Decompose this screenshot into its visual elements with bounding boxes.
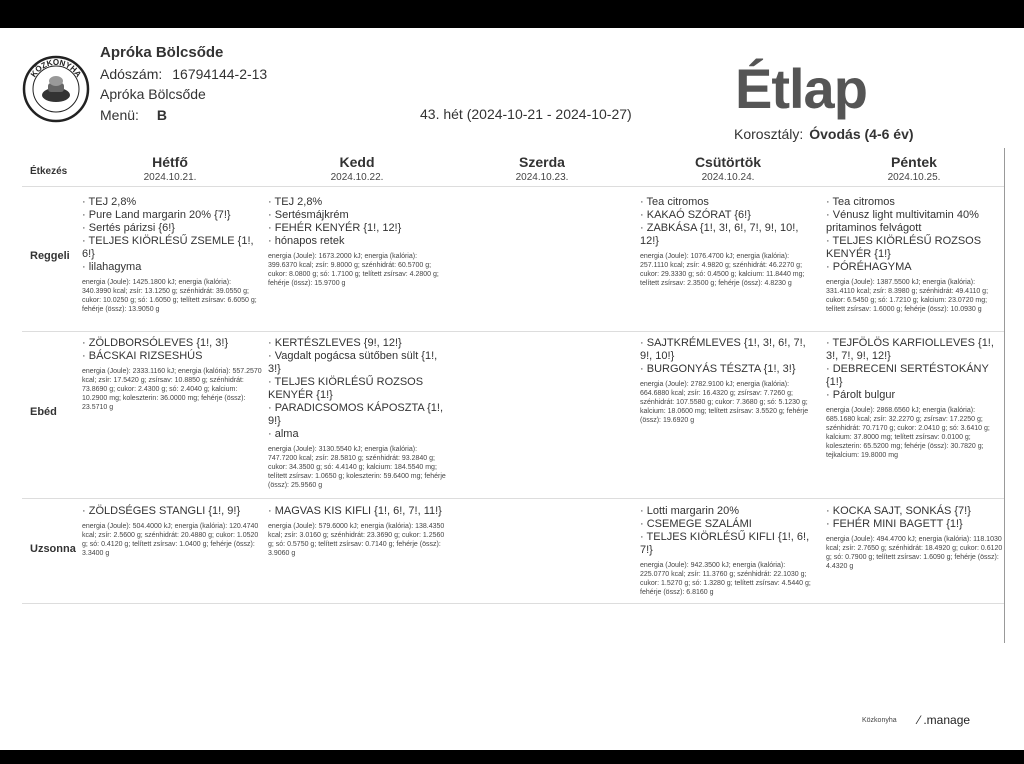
menu-item: · PÓRÉHAGYMA [826, 261, 1004, 274]
right-border [1004, 148, 1005, 643]
day-date: 2024.10.21. [143, 172, 197, 183]
menu-item: · KERTÉSZLEVES {9!, 12!} [268, 337, 448, 350]
menu-item: · Pure Land margarin 20% {7!} [82, 209, 262, 222]
svg-text:KÖZKONYHA: KÖZKONYHA [28, 58, 84, 79]
menu-item: · alma [268, 428, 448, 441]
menu-item: · TELJES KIÖRLÉSŰ KIFLI {1!, 6!, 7!} [640, 531, 812, 557]
day-date: 2024.10.22. [330, 172, 384, 183]
menu-item: · TEJ 2,8% [268, 196, 448, 209]
menu-item: · KOCKA SAJT, SONKÁS {7!} [826, 505, 1004, 518]
org-subname: Apróka Bölcsőde [100, 86, 206, 102]
menu-item: · Vagdalt pogácsa sütőben sült {1!, 3!} [268, 350, 448, 376]
tax-label: Adószám: [100, 66, 163, 82]
nutrition-info: energia (Joule): 2782.9100 kJ; energia (kalória): 664.6880 kcal; zsír: 16.4320 g; zsírsav: 7.7260 g; szénhidrát: 107.5580 g; cukor: 7.3680 g; só: 5.1230 g; kalcium: 18.0600 mg; telített zsírsav: 3.5520 g; fehérje (össz): 19.6920 g [640, 381, 809, 424]
week-range: 43. hét (2024-10-21 - 2024-10-27) [420, 106, 632, 122]
menu-item: · lilahagyma [82, 261, 262, 274]
menu-item: · ZÖLDSÉGES STANGLI {1!, 9!} [82, 505, 262, 518]
day-header-fri [839, 154, 989, 183]
meal-label-uzsonna: Uzsonna [30, 543, 76, 555]
menu-item: · ZÖLDBORSÓLEVES {1!, 3!} [82, 337, 262, 350]
footer-brand-logo: ⁄ .manage [918, 713, 971, 727]
menu-page [0, 28, 1024, 750]
day-name: Hétfő [152, 154, 188, 170]
menu-item: · KAKAÓ SZÓRAT {6!} [640, 209, 812, 222]
cell-ebed-tue [268, 337, 448, 490]
day-name: Kedd [339, 154, 375, 170]
divider [22, 603, 1004, 604]
menu-item: · Tea citromos [826, 196, 1004, 209]
menu-item: · Párolt bulgur [826, 389, 1004, 402]
menu-item: · TELJES KIÖRLÉSŰ ROZSOS KENYÉR {1!} [826, 235, 1004, 261]
nutrition-info: energia (Joule): 1673.2000 kJ; energia (kalória): 399.6370 kcal; zsír: 9.8000 g; szénhidrát: 60.5700 g; cukor: 8.0800 g; só: 1.7100 g; telített zsírsav: 4.2800 g; fehérje (össz): 15.9700 g [268, 253, 439, 287]
menu-item: · BÁCSKAI RIZSESHÚS [82, 350, 262, 363]
org-name: Apróka Bölcsőde [100, 44, 224, 61]
kozkonyha-logo-icon [22, 55, 90, 123]
menu-item: · FEHÉR KENYÉR {1!, 12!} [268, 222, 448, 235]
menu-item: · Sertésmájkrém [268, 209, 448, 222]
menu-item: · FEHÉR MINI BAGETT {1!} [826, 518, 1004, 531]
menu-item: · Tea citromos [640, 196, 812, 209]
tax-value: 16794144-2-13 [172, 66, 268, 82]
menu-label: Menü: [100, 107, 139, 123]
day-name: Szerda [519, 154, 565, 170]
meal-label-ebed: Ebéd [30, 406, 57, 418]
menu-item: · Vénusz light multivitamin 40% pritaminos felvágott [826, 209, 1004, 235]
divider [22, 331, 1004, 332]
footer-kozkonyha: Közkonyha [862, 717, 897, 724]
menu-item: · TELJES KIÖRLÉSŰ ROZSOS KENYÉR {1!} [268, 376, 448, 402]
nutrition-info: energia (Joule): 3130.5540 kJ; energia (kalória): 747.7200 kcal; zsír: 28.5810 g; szénhidrát: 93.2840 g; cukor: 34.3500 g; só: 4.4140 g; kalcium: 184.5540 mg; telített zsírsav: 1.0650 g; koleszterin: 59.6400 mg; fehérje (össz): 25.9560 g [268, 446, 446, 489]
cell-reggeli-mon [82, 196, 262, 314]
nutrition-info: energia (Joule): 942.3500 kJ; energia (kalória): 225.0770 kcal; zsír: 11.3760 g; szénhidrát: 22.1030 g; cukor: 1.5270 g; só: 1.3280 g; telített zsírsav: 4.5440 g; fehérje (össz): 6.8160 g [640, 562, 811, 596]
menu-item: · hónapos retek [268, 235, 448, 248]
menu-item: · TEJ 2,8% [82, 196, 262, 209]
day-date: 2024.10.25. [887, 172, 941, 183]
meal-column-header: Étkezés [30, 166, 68, 177]
age-label: Korosztály: [734, 126, 804, 142]
menu-value: B [156, 107, 168, 123]
cell-uzsonna-mon [82, 505, 262, 558]
meal-label-reggeli: Reggeli [30, 250, 70, 262]
cell-reggeli-thu [640, 196, 812, 288]
nutrition-info: energia (Joule): 2868.6560 kJ; energia (kalória): 685.1680 kcal; zsír: 32.2270 g; zsírsav: 17.2250 g; szénhidrát: 70.7170 g; cukor: 2.0410 g; só: 3.6410 g; kalcium: 37.8000 mg; telített zsírsav: 0.0100 g; koleszterin: 65.5200 mg; fehérje (össz): 30.7820 g; tejkalcium: 19.8000 mg [826, 407, 990, 459]
nutrition-info: energia (Joule): 2333.1160 kJ; energia (kalória): 557.2570 kcal; zsír: 17.5420 g; zsírsav: 10.8850 g; szénhidrát: 73.8690 g; cukor: 2.4300 g; só: 2.4040 g; kalcium: 10.2900 mg; koleszterin: 36.0000 mg; fehérje (össz): 23.5710 g [82, 368, 262, 411]
cell-ebed-thu [640, 337, 812, 425]
menu-item: · PARADICSOMOS KÁPOSZTA {1!, 9!} [268, 402, 448, 428]
menu-item: · CSEMEGE SZALÁMI [640, 518, 812, 531]
nutrition-info: energia (Joule): 1076.4700 kJ; energia (kalória): 257.1110 kcal; zsír: 4.9820 g; szénhidrát: 46.2270 g; cukor: 29.3330 g; só: 0.4500 g; kalcium: 11.8440 mg; telített zsírsav: 2.3500 g; fehérje (össz): 4.8230 g [640, 253, 805, 287]
day-header-tue [282, 154, 432, 183]
day-header-wed [467, 154, 617, 183]
cell-ebed-mon [82, 337, 262, 412]
menu-item: · Sertés párizsi {6!} [82, 222, 262, 235]
page-title: Étlap [735, 57, 867, 120]
day-date: 2024.10.24. [701, 172, 755, 183]
age-group [734, 126, 914, 142]
cell-uzsonna-fri [826, 505, 1004, 571]
menu-item: · MAGVAS KIS KIFLI {1!, 6!, 7!, 11!} [268, 505, 448, 518]
divider [22, 186, 1004, 187]
menu-variant [100, 107, 167, 123]
day-name: Csütörtök [694, 154, 762, 170]
day-date: 2024.10.23. [515, 172, 569, 183]
day-header-mon [95, 154, 245, 183]
divider [22, 498, 1004, 499]
cell-ebed-fri [826, 337, 1004, 460]
cell-reggeli-fri [826, 196, 1004, 314]
cell-uzsonna-tue [268, 505, 448, 558]
menu-item: · DEBRECENI SERTÉSTOKÁNY {1!} [826, 363, 1004, 389]
cell-uzsonna-thu [640, 505, 812, 597]
tax-number [100, 66, 267, 82]
nutrition-info: energia (Joule): 494.4700 kJ; energia (kalória): 118.1030 kcal; zsír: 2.7650 g; szénhidrát: 18.4920 g; cukor: 0.6120 g; só: 0.7900 g; telített zsírsav: 1.6090 g; fehérje (össz): 4.4320 g [826, 536, 1003, 570]
menu-item: · SAJTKRÉMLEVES {1!, 3!, 6!, 7!, 9!, 10!} [640, 337, 812, 363]
menu-item: · TEJFÖLÖS KARFIOLLEVES {1!, 3!, 7!, 9!, 12!} [826, 337, 1004, 363]
age-value: Óvodás (4-6 év) [809, 126, 914, 142]
nutrition-info: energia (Joule): 579.6000 kJ; energia (kalória): 138.4350 kcal; zsír: 3.0160 g; szénhidrát: 23.3690 g; cukor: 1.2560 g; só: 0.5750 g; telített zsírsav: 0.7140 g; fehérje (össz): 3.9060 g [268, 523, 445, 557]
menu-item: · Lotti margarin 20% [640, 505, 812, 518]
nutrition-info: energia (Joule): 1387.5500 kJ; energia (kalória): 331.4110 kcal; zsír: 8.3980 g; szénhidrát: 49.4110 g; cukor: 6.5450 g; só: 1.7210 g; kalcium: 23.0720 mg; telített zsírsav: 1.6000 g; fehérje (össz): 10.0930 g [826, 279, 989, 313]
menu-item: · TELJES KIÖRLÉSŰ ZSEMLE {1!, 6!} [82, 235, 262, 261]
menu-item: · ZABKÁSA {1!, 3!, 6!, 7!, 9!, 10!, 12!} [640, 222, 812, 248]
cell-reggeli-tue [268, 196, 448, 288]
nutrition-info: energia (Joule): 1425.1800 kJ; energia (kalória): 340.3990 kcal; zsír: 13.1250 g; szénhidrát: 39.0550 g; cukor: 10.0250 g; só: 1.6050 g; telített zsírsav: 6.6050 g; fehérje (össz): 13.9050 g [82, 279, 257, 313]
menu-item: · BURGONYÁS TÉSZTA {1!, 3!} [640, 363, 812, 376]
nutrition-info: energia (Joule): 504.4000 kJ; energia (kalória): 120.4740 kcal; zsír: 2.5600 g; szénhidrát: 20.4880 g; cukor: 1.0520 g; só: 0.4120 g; telített zsírsav: 1.0400 g; fehérje (össz): 3.3400 g [82, 523, 259, 557]
day-header-thu [653, 154, 803, 183]
day-name: Péntek [891, 154, 937, 170]
